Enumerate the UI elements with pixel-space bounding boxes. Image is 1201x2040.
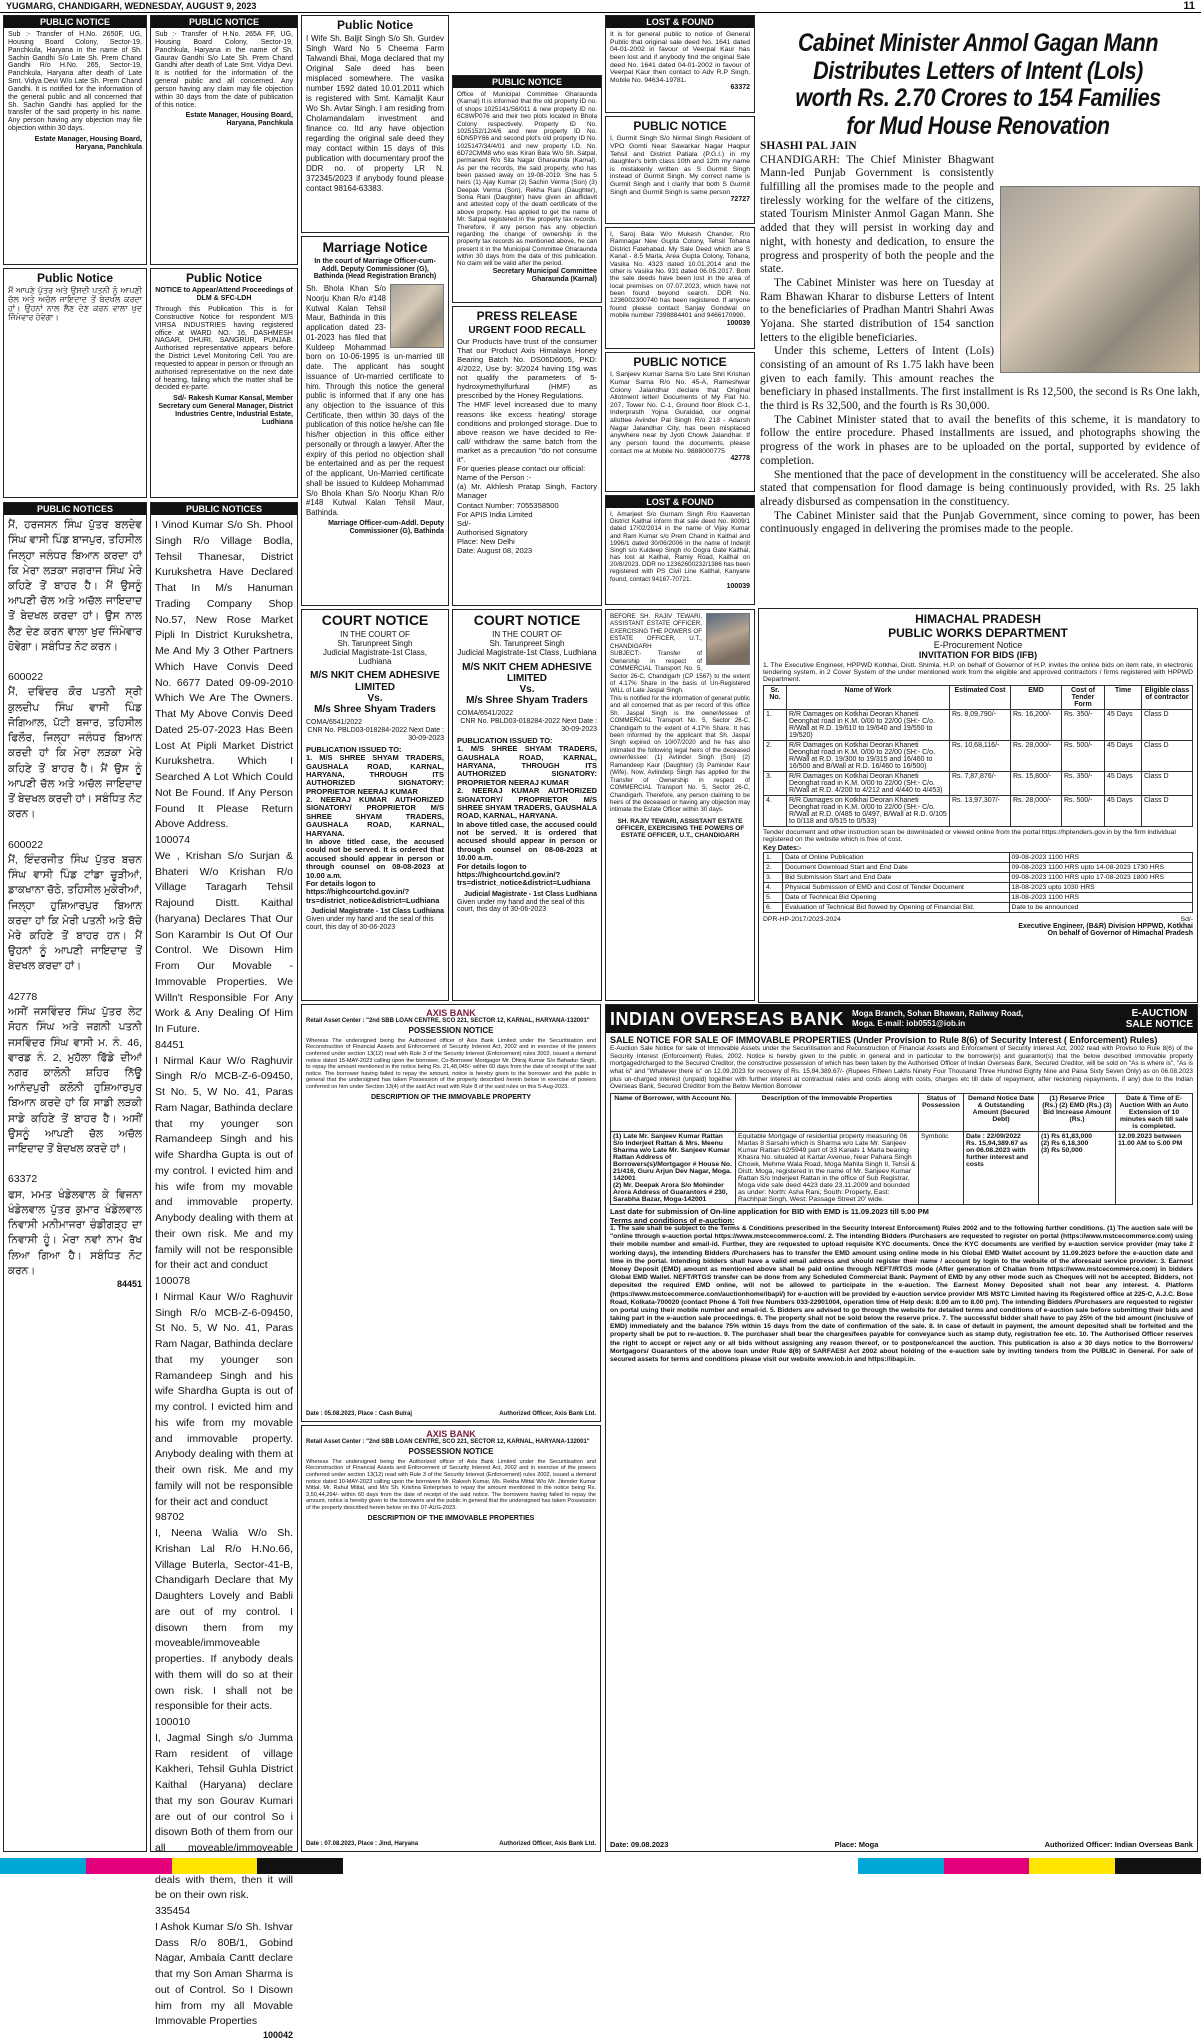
tender-signature-2: On behalf of Governor of Himachal Pradesh xyxy=(1047,930,1193,937)
notice-title: Public Notice xyxy=(336,18,413,32)
notice-signature: Marriage Officer-cum-Addl. Deputy Commissioner (G), Bathinda xyxy=(328,519,444,535)
tender-intro: 1. The Executive Engineer, HPPWD Kotkhai, Distt. Shimla, H.P. on behalf of Governor of H.P. invites the online bids on item rate, in electronic tendering system, in 2 Cover System of the under mentioned work from the eligible and approved contractors / firms registered with HPPWD Department. xyxy=(763,662,1193,683)
tender-note: Tender document and other instruction scan be downloaded or viewed online from the portal https://hptenders.gov.in by the firm individual registered on the website which is free of cost. xyxy=(763,829,1176,843)
table-cell: Rs. 13,97,307/- xyxy=(950,796,1011,827)
notice-body: ਮੈਂ ਆਪਣੇ ਪੁੱਤਰ ਅਤੇ ਉਸਦੀ ਪਤਨੀ ਨੂੰ ਆਪਣੀ ਚੱਲ ਅਤੇ ਅਚੱਲ ਜਾਇਦਾਦ ਤੋਂ ਬੇਦਖਲ ਕਰਦਾ ਹਾਂ। ਉਹਨਾਂ ਨਾਲ ਲੈਣ ਦੇਣ ਕਰਨ ਵਾਲਾ ਖੁਦ ਜਿੰਮੇਵਾਰ ਹੋਵੇਗਾ। xyxy=(8,286,145,323)
table-cell: 1. xyxy=(764,853,783,863)
desc-title: DESCRIPTION OF THE IMMOVABLE PROPERTIES xyxy=(367,1514,535,1522)
notice-title: PUBLIC NOTICE xyxy=(633,355,727,369)
col-header: Date & Time of E-Auction With an Auto Extension of 10 minutes each till sale is completed. xyxy=(1116,1094,1193,1132)
notice-date: Given under my hand and the seal of this court, this day of 30-06-2023 xyxy=(457,898,585,914)
table-row xyxy=(764,863,1193,873)
notice-title: COURT NOTICE xyxy=(473,612,581,628)
public-notice-allotment xyxy=(605,352,755,492)
table-row xyxy=(764,796,1193,827)
table-cell: Rs. 10,68,116/- xyxy=(950,741,1011,772)
notice-body: I, Amarjeet S/o Gurnam Singh R/o Kaavertan District Kaithal inform that sale deed No. 8009/1 dated 17/02/2014 in the name of Vijay Kumar and Ram Kumar s/o Prem Chand in Kaithal and 1996/1 dated 30/06/2006 in the name of Inderjit Singh s/o Kuldeep Singh r/o Dogra Gate Kaithal, has lost at Kaithal, Ramiy Road, Kaithal on 20/8/2023. DDR no 12362600232/1386 has been registered with PS Civil Line Kaithal, Kanyane found, contact 94167-70721. xyxy=(610,511,752,583)
cnr-number: CNR No. PBLD03-018284-2022 Next Date : 30-09-2023 xyxy=(460,718,597,733)
notice-body: It is for general public to notice of General Public that original sale deed No. 1641 dated 04-01-2002 in favour of Veerpal Kaur has been lost and if anybody find the original Sale deed No. 1641 dated 04-01-2002 in favour of Veerpal Kaur then contact to Adv R.P Singh, Mobile No. 94634-19781. xyxy=(610,31,752,84)
strip-gap xyxy=(343,1858,858,1874)
notice-body: I Wife Sh. Baljit Singh S/o Sh. Gurdev Singh Ward No 5 Cheema Farm Talwandi Bhai, Moga declared that my Original Sale deed has been misplaced somewhere. The vasika number 1592 dated 10.01.2011 which is registered with Smt. Kamaljit Kaur Wo Sh. Avtar Singh. I am residing from Cholamandalam investment and finance co. ltd any have objection regarding the original sale deed they may contact within 15 days of this publication with documentary proof the DDR no. of property LR N. 372345/2023 if anybody found please contact 98164-63383. xyxy=(306,34,447,194)
key-dates-title: Key Dates:- xyxy=(763,845,802,852)
notice-body: PUBLICATION ISSUED TO: 1. M/S SHREE SHYAM TRADERS, GAUSHALA ROAD, KARNAL, HARYANA, THROUGH ITS AUTHORIZED SIGNATORY: PROPRIETOR NEERAJ KUMAR 2. NEERAJ KUMAR AUTHORIZED SIGNATORY/ PROPRIETOR M/S SHREE SHYAM TRADERS, GAUSHALA ROAD, KARNAL, HARYANA. In above titled case, the accused could not be served. It is ordered that accused should appear in person or through counsel on 08-08-2023 at 10.00 a.m. For details logon to https://highcourtchd.gov.in/?trs=district_notice&district=Ludhiana xyxy=(306,744,444,905)
notice-title: COURT NOTICE xyxy=(321,612,429,628)
table-cell: Symbolic xyxy=(919,1132,964,1205)
table-cell: Rs. 16,200/- xyxy=(1011,710,1062,741)
iob-tag-1: E-AUCTION xyxy=(1131,1007,1188,1019)
notice-title: LOST & FOUND xyxy=(606,16,754,28)
notice-ref: 72727 xyxy=(730,196,750,204)
notice-body: Our Products have trust of the consumer That our Product Axis Himalaya Honey Bearing Batch No. DS06D6005, PKD: 4/2022, Use by: 3/2024 having 15g was not qualify the parameters of 5-hydroxymethylfurfural (HMF) as prescribed by the Honey Regulations. The HMF level increased due to many reasons like excess heating/ storage conditions and prolonged storage. Due to above reason we have decided to Re-call/ withdraw the same batch from the market as a precaution "do not consume it". For queries please contact our official: Name of the Person :- (a) Mr. Akhlesh Pratap Singh, Factory Manager Contact Number: 7055358500 For APIS India Limited Sd/- Authorised Signatory Place: New Delhi Date: August 08, 2023 xyxy=(457,336,597,556)
table-cell: Date of Online Publication xyxy=(783,853,1010,863)
article-para: The Cabinet Minister said that the Punjab Government, since coming to power, has been continuously engaged in delivering the promises made to the people. xyxy=(760,509,1200,536)
table-cell: Date : 22/09/2022 Rs. 15,94,389.67 as on 06.08.2023 with further interest and costs xyxy=(964,1132,1039,1205)
table-cell: R/R Damages on Kotkhai Deoran Khaneti Deonghat road in K.M. 0/00 to 22/00 (SH:- C/o. R/Wall at R.D. 19/300 to 19/315 and 16/460 to 16/500 and B/Wall at R.D. 16/460 to 16/500) xyxy=(787,741,950,772)
tender-dept: PUBLIC WORKS DEPARTMENT xyxy=(888,626,1068,640)
public-notice-punjabi-1 xyxy=(3,268,147,498)
notice-date: Date : 05.08.2023, Place : Cash Bulraj xyxy=(306,1411,413,1418)
axis-bank-logo: AXIS BANK xyxy=(426,1429,476,1439)
public-notice-name-correction xyxy=(605,116,755,224)
lost-found-1 xyxy=(605,15,755,113)
table-cell: 45 Days xyxy=(1105,741,1142,772)
notice-signature: Estate Manager, Housing Board, Haryana, Panchkula xyxy=(34,135,142,151)
table-cell: Class D xyxy=(1142,710,1193,741)
court-notice-1 xyxy=(301,609,449,1001)
table-cell: R/R Damages on Kotkhai Deoran Khaneti Deonghat road in K.M. 0/00 to 22/00 (SH:- C/o. R/Wall at R.D. 0/485 to 0/497, B/Wall at R.D. 0/105 to 0/118 and 0/515 to 0/533) xyxy=(787,796,950,827)
table-cell: Rs. 500/- xyxy=(1062,741,1105,772)
notice-signature: Sd/- Rakesh Kumar Kansal, Member Secretary cum General Manager, District Industries Centre, Industrial Estate, Ludhiana xyxy=(158,395,293,426)
lost-found-2 xyxy=(605,495,755,605)
article-byline: SHASHI PAL JAIN xyxy=(760,140,857,152)
iob-terms: 1. The sale shall be subject to the Terms & Conditions prescribed in the Security Interest Enforcement) Rules 2002 and to the following further conditions. (1) The auction sale will be "online through e-auction portal https://www.mstcecommerce.com/. 2. The intending Bidders /Purchasers are requested to register on portal (https://www.mstcecommerce.com) using their mobile number and email-id. Further, they are requested to upload requisite KYC documents. Once the KYC documents are verified by e-auction service provider (may take 2 working days), the intending Bidders /Purchasers has to transfer the EMD amount using online mode in his Global EMD Wallet account by 11.09.2023 before the e-auction date and time in the portal. Intending bidders shall have a valid email address and should register their name / account by login to the website of the aforesaid service provider. 3. Earnest Money Deposit (EMD) amount as mentioned above shall be paid online through NEFT/RTGS mode (After generation of Challan from https://www.mstcecommerce.com) in bidders Global EMD Wallet. NEFT/RTGS transfer can be done from any Scheduled Commercial Bank. Payment of EMD by any other mode such as Cheques will not be accepted. Bidders, not deposited the required EMD online, will not be allowed to participate in the e-auction. The Earnest Money Deposited shall not bear any interest. 4. Platform (https://www.mstcecommerce.com/auctionhome/ibapi/) for e-auction will be provided by e-auction service provider M/S MSTC Limited having its Registered office at 225-C, A.J.C. Bose Road, Kolkata-700020 (contact Phone & Toll free Numbers 033-22901004, operation time of Help desk: 8.00 am to 8.00 pm). The intending Bidders /Purchasers are requested to register on portal using their mobile number and email-id. 5. Bidders are advised to go through the website for detailed terms and conditions of e-auction sale before submitting their bids and taking part in the e-auction sale proceedings. 6. The property shall not be sold below the reserve price. 7. The successful bidder shall have to pay 25% of the bid amount (inclusive of EMD) immediately and the balance 75% within 15 days from the date of confirmation of the sale. 8. In case of default in payment, the amount deposited shall be forfeited and the property shall be put to re-auction. 9. The purchaser shall bear the charges/fees payable for conveyance such as stamp duty, registration fee etc. 10. The Authorised Officer reserves the right to accept or reject any or all bids without assigning any reason thereof, or to postpone/cancel the auction. This publication is also a 30 days notice to the Borrowers/ Mortgagors/ Guarantors of the above loan under Rule 8(6) of SARFAESI Act 2002 about holding of the e-auction sale by inviting tenders from the PUBLIC in General. For sale of secured assets for terms and conditions please visit our website www.iob.in and https://ibapi.in. xyxy=(610,1225,1193,1363)
table-cell: 2. xyxy=(764,863,783,873)
axis-bank-possession-notice-2 xyxy=(301,1425,601,1852)
iob-title: SALE NOTICE FOR SALE OF IMMOVABLE PROPERTIES (Under Provision to Rule 8(6) of Security Interest ( Enforcement) Rules) xyxy=(610,1035,1158,1045)
notice-title: PUBLIC NOTICE xyxy=(4,16,146,28)
tender-table xyxy=(763,685,1193,827)
table-cell: 1. xyxy=(764,710,787,741)
iob-date: Date: 09.08.2023 xyxy=(610,1840,669,1849)
cyan-swatch xyxy=(0,1858,86,1874)
table-cell: 4. xyxy=(764,883,783,893)
tender-ref: DPR-HP-2017/2023-2024 xyxy=(763,916,841,923)
table-cell: Rs. 28,000/- xyxy=(1011,796,1062,827)
notice-title: Marriage Notice xyxy=(322,239,428,255)
applicant-photo xyxy=(390,284,444,348)
article-headline: Cabinet Minister Anmol Gagan Mann Distributes Letters of Intent (LoIs) worth Rs. 2.70 Crores to 154 Families for Mud House Renovation xyxy=(795,29,1161,140)
notice-signature: Secretary Municipal Committee Gharaunda (Karnal) xyxy=(492,267,597,283)
notice-body: Sub :- Transfer of H.No. 2650F, UG, Housing Board Colony, Sector-19, Panchkula, Haryana in the name of Sh. Sachin Gandhi S/o Late Sh. Prem Chand Gandhi R/o H.No. 265, Sector-19, Panchkula, Haryana after death of Late Smt. Vidya Devi W/o Late Sh. Prem Chand Gandhi. It is notified for the information of the general public and all concerned that Sh. Sachin Gandhi has applied for the transfer of the said property in his name. Any person having any objection may file objection within 30 days. xyxy=(8,31,144,133)
table-cell: Class D xyxy=(1142,772,1193,796)
iob-last-date: Last date for submission of On-line application for BID with EMD is 11.09.2023 till 5.00 PM xyxy=(610,1207,929,1217)
col-header: EMD xyxy=(1011,686,1062,710)
table-cell: 45 Days xyxy=(1105,710,1142,741)
table-cell: Rs. 500/- xyxy=(1062,796,1105,827)
table-row xyxy=(764,873,1193,883)
table-cell: Date to be announced xyxy=(1009,903,1192,913)
iob-terms-title: Terms and conditions of e-auction: xyxy=(610,1216,735,1226)
black-swatch xyxy=(257,1858,343,1874)
table-cell: Rs. 350/- xyxy=(1062,710,1105,741)
public-notices-punjabi xyxy=(3,502,147,1852)
tender-sub1: E-Procurement Notice xyxy=(933,640,1023,650)
table-cell: Rs. 15,800/- xyxy=(1011,772,1062,796)
notice-title: POSSESSION NOTICE xyxy=(408,1446,494,1456)
iob-name: INDIAN OVERSEAS BANK xyxy=(610,1008,845,1029)
lost-sale-deed-notice xyxy=(605,227,755,349)
table-cell: Document Download Start and End Date xyxy=(783,863,1010,873)
notice-signature: Authorized Officer, Axis Bank Ltd. xyxy=(499,1841,596,1848)
table-cell: Rs. 7,87,876/- xyxy=(950,772,1011,796)
notice-body: ਮੈਂ, ਹਰਜਸਨ ਸਿੰਘ ਪੁੱਤਰ ਬਲਦੇਵ ਸਿੰਘ ਵਾਸੀ ਪਿੰਡ ਬਾਜਪੁਰ, ਤਹਿਸੀਲ ਜਿਲ੍ਹਾ ਜਲੰਧਰ ਬਿਆਨ ਕਰਦਾ ਹਾਂ ਕਿ ਮੇਰਾ ਲੜਕਾ ਜਗਰਾਜ ਸਿੰਘ ਮੇਰੇ ਕਹਿਣੇ ਤੋਂ ਬਾਹਰ ਹੈ। ਮੈਂ ਉਸਨੂੰ ਆਪਣੀ ਚੱਲ ਅਤੇ ਅਚੱਲ ਜਾਇਦਾਦ ਤੋਂ ਬੇਦਖਲ ਕਰਦਾ ਹਾਂ। ਉਸ ਨਾਲ ਲੈਣ ਦੇਣ ਕਰਨ ਵਾਲਾ ਖੁਦ ਜਿੰਮੇਵਾਰ ਹੋਵੇਗਾ। ਸਬੰਧਿਤ ਨੋਟ ਕਰਨ। 600022 ਮੈਂ, ਦਵਿੰਦਰ ਕੌਰ ਪਤਨੀ ਸ੍ਰੀ ਕੁਲਦੀਪ ਸਿੰਘ ਵਾਸੀ ਪਿੰਡ ਜੋਗਿਆਲ, ਪੱਟੀ ਬਜਾਰ, ਤਹਿਸੀਲ ਫਿਲੌਰ, ਜਿਲ੍ਹਾ ਜਲੰਧਰ ਬਿਆਨ ਕਰਦੀ ਹਾਂ ਕਿ ਮੇਰਾ ਲੜਕਾ ਮੇਰੇ ਕਹਿਣੇ ਤੋਂ ਬਾਹਰ ਹੈ। ਮੈਂ ਉਸ ਨੂੰ ਆਪਣੀ ਚੱਲ ਅਤੇ ਅਚੱਲ ਜਾਇਦਾਦ ਤੋਂ ਬੇਦਖਲ ਕਰਦੀ ਹਾਂ। ਸਬੰਧਿਤ ਨੋਟ ਕਰਨ। 600022 ਮੈਂ, ਇੰਦਰਜੀਤ ਸਿੰਘ ਪੁੱਤਰ ਬਚਨ ਸਿੰਘ ਵਾਸੀ ਪਿੰਡ ਟਾਂਡਾ ਚੂੜੀਆਂ, ਡਾਕਖਾਨਾ ਚੱਠੇ, ਤਹਿਸੀਲ ਮੁਕੇਰੀਆਂ, ਜਿਲ੍ਹਾ ਹੁਸ਼ਿਆਰਪੁਰ ਬਿਆਨ ਕਰਦਾ ਹਾਂ ਕਿ ਮੇਰੀ ਪਤਨੀ ਅਤੇ ਬੱਚੇ ਮੇਰੇ ਕਹਿਣੇ ਤੋਂ ਬਾਹਰ ਹਨ। ਮੈਂ ਉਹਨਾਂ ਨੂੰ ਆਪਣੀ ਜਾਇਦਾਦ ਤੋਂ ਬੇਦਖਲ ਕਰਦਾ ਹਾਂ। 42778 ਅਸੀਂ ਜਸਵਿੰਦਰ ਸਿੰਘ ਪੁੱਤਰ ਲੇਟ ਸੋਹਨ ਸਿੰਘ ਅਤੇ ਜਗਨੀ ਪਤਨੀ ਜਸਵਿੰਦਰ ਸਿੰਘ ਵਾਸੀ ਮ. ਨੰ. 46, ਵਾਰਡ ਨੰ. 2, ਮੁਹੱਲਾ ਫਿੱਡੇ ਦੀਆਂ ਨਗਰ ਕਾਲੋਨੀ ਸ਼ਹਿਰ ਨਿੱਊ ਆਨੰਦਪੁਰੀ ਕਲੋਨੀ ਹੁਸ਼ਿਆਰਪੁਰ ਬਿਆਨ ਕਰਦੇ ਹਾਂ ਕਿ ਸਾਡੀ ਲੜਕੀ ਸਾਡੇ ਕਹਿਣੇ ਤੋਂ ਬਾਹਰ ਹੈ। ਅਸੀਂ ਉਸਨੂੰ ਆਪਣੀ ਚੱਲ ਅਚੱਲ ਜਾਇਦਾਦ ਤੋਂ ਬੇਦਖਲ ਕਰਦੇ ਹਾਂ। 63372 ਫਸ, ਮਮਤ ਖੰਡੇਲਵਾਲ ਕੇ ਵਿਜਨਾ ਖੰਡੇਲਵਾਲ ਪੁੱਤਰ ਕੁਮਾਰ ਖੰਡੇਲਵਾਲ ਨਿਵਾਸੀ ਮਨੀਮਾਜਰਾ ਚੰਡੀਗੜ੍ਹ ਦਾ ਨਿਵਾਸੀ ਹੂੰ। ਮੇਰਾ ਨਵਾਂ ਨਾਮ ਰੱਖ ਲਿਆ ਗਿਆ ਹੈ। ਸਬੰਧਿਤ ਨੋਟ ਕਰਨ। xyxy=(8,519,142,1277)
notice-signature: Judicial Magistrate - 1st Class Ludhiana xyxy=(463,890,597,898)
article-body xyxy=(760,140,1200,600)
notice-ref: 100039 xyxy=(726,319,750,327)
notice-date: Date : 07.08.2023, Place : Jind, Haryana xyxy=(306,1841,419,1848)
notice-subtitle: NOTICE to Appear/Attend Proceedings of DLM & SFC-LDH xyxy=(155,287,293,303)
case-parties: M/S NKIT CHEM ADHESIVE LIMITED Vs. M/s Shree Shyam Traders xyxy=(310,670,440,716)
notice-subtitle: In the court of Marriage Officer-cum-Addl. Deputy Commissioner (G), Bathinda (Head Registration Branch) xyxy=(313,257,437,281)
tender-signature: Executive Engineer, (B&R) Division HPPWD, Kotkhai xyxy=(1018,923,1193,930)
cnr-number: CNR No. PBLD03-018284-2022 Next Date : 30-09-2023 xyxy=(307,727,444,742)
table-cell: 3. xyxy=(764,772,787,796)
yellow-swatch xyxy=(1029,1858,1115,1874)
table-cell: Rs. 8,09,790/- xyxy=(950,710,1011,741)
table-row xyxy=(611,1132,1193,1205)
article-para: Under this scheme, Letters of Intent (LoIs) consisting of an amount of Rs 1.75 lakh have been given to each family. This amount reaches the beneficiary in phased installments. The first installment is Rs 12,500, the second is Rs One lakh, the third is Rs 32,500, and the fourth is Rs 30,000. xyxy=(760,345,1200,413)
table-cell: Rs. 350/- xyxy=(1062,772,1105,796)
public-notice-dlm xyxy=(150,268,298,498)
table-cell: (1) Rs 61,83,000 (2) Rs 6,18,300 (3) Rs 50,000 xyxy=(1039,1132,1116,1205)
table-cell: 09-08-2023 1100 HRS xyxy=(1009,853,1192,863)
notice-body: I, Sanjeev Kumar Sarna S/o Late Shri Krishan Kumar Sarna R/o No. 45-A, Rameshwar Colony Jalandhar declare that Original Allotment letter/ Documents of My Flat No. 207, Tower No. C-1, Ground floor Block C-1, Inderprasth Yojna Guraldad, our original allottee Avinder Pal Singh R/o 218 - Adarsh Nagar Jalandhar City, has been misplaced anywhere near by Jyoti Chowk Jalandhar. If any person found the documents, please contact me at Mobile No. 9888000775 xyxy=(610,371,752,455)
article-para: The Cabinet Minister stated that to avail the benefits of this scheme, it is mandatory to follow the entire procedure. Phased installments are issued, and photographs showing the progress of the work in phases are to be uploaded on the portal, supported by evidence of completion. xyxy=(760,413,1200,467)
deceased-photo xyxy=(706,613,750,665)
notice-ref: 100039 xyxy=(726,582,750,590)
notice-ref: 42778 xyxy=(730,455,750,463)
court-name: IN THE COURT OF Sh. Tarunpreet Singh Judicial Magistrate-1st Class, Ludhiana xyxy=(322,629,428,666)
public-notice-sale-deed xyxy=(301,15,449,233)
public-notice-housing-2 xyxy=(150,15,298,265)
notice-body: Whereas The undersigned being the Authorized officer of Axis Bank Limited under the Securitisation and Reconstruction of Financial Assets and Enforcement of Security Interest Act, 2002 and in exercise of the powers conferred under section 13(12) read with Rule 3 of the Security Interest (Enforcement) rules 2002, issued a demand notice dated 15-MAY-2023 calling upon the borrower, Co-Borrower Mortgagor Mr. Dhiraj Kumar S/o Bahadur Singh, to repay the amount mentioned in the notice being Rs. 21,48,045/- within 60 days from the date of receipt of the said notice. The borrower having failed to repay the amount, notice is hereby given to the borrower and the public in general that the undersigned has taken Possession of the property described herein below in exercise of powers conferred on him under Section 13(4) of the said Act read with Rule 8 of the said rules on this 5-Aug-2023. xyxy=(306,1037,598,1090)
iob-branch: Moga Branch, Sohan Bhawan, Railway Road, Moga. E-mail: iob0551@iob.in xyxy=(852,1009,1024,1028)
public-notice-housing-1 xyxy=(3,15,147,265)
notice-signature: Estate Manager, Housing Board, Haryana, Panchkula xyxy=(185,112,293,128)
axis-bank-logo: AXIS BANK xyxy=(426,1008,476,1018)
marriage-notice xyxy=(301,236,449,606)
tender-state: HIMACHAL PRADESH xyxy=(915,612,1041,626)
table-cell: Class D xyxy=(1142,796,1193,827)
notice-title: PUBLIC NOTICE xyxy=(151,16,297,28)
notice-title: LOST & FOUND xyxy=(606,496,754,508)
table-cell: 45 Days xyxy=(1105,796,1142,827)
yellow-swatch xyxy=(172,1858,258,1874)
table-cell: 12.09.2023 between 11.00 AM to 5.00 PM xyxy=(1116,1132,1193,1205)
table-cell: Rs. 28,000/- xyxy=(1011,741,1062,772)
article-para: She mentioned that the pace of development in the constituency will be accelerated. She also stated that compensation for flood damage is being continuously provided, with Rs. 25 lakh already disbursed as compensation in the constituency. xyxy=(760,468,1200,508)
col-header: Demand Notice Date & Outstanding Amount (Secured Debt) xyxy=(964,1094,1039,1132)
notice-signature: Authorized Officer, Axis Bank Ltd. xyxy=(499,1411,596,1418)
axis-bank-possession-notice-1 xyxy=(301,1004,601,1422)
notice-ref: 63372 xyxy=(730,84,750,92)
notice-title: POSSESSION NOTICE xyxy=(408,1025,494,1035)
col-header: Time xyxy=(1105,686,1142,710)
table-cell: 2. xyxy=(764,741,787,772)
magenta-swatch xyxy=(86,1858,172,1874)
iob-tag-2: SALE NOTICE xyxy=(1125,1019,1193,1030)
table-cell: 5. xyxy=(764,893,783,903)
press-release xyxy=(452,306,602,606)
notice-title: PUBLIC NOTICES xyxy=(151,503,297,515)
table-cell: Equitable Mortgage of residential property measuring 06 Marlas 8 Sarsahi which is Sharma w/o Late Mr. Sanjeev Kumar Rattan 62/5949 part of 33 Kanals 1 Marla bearing Khasra No. situated at Kartar Avenue, Near Pahara Singh Chowk, Mehme Wala Road, Moga Mahila Singh II, Tehsil & Distt. Moga, registered in the name of Mr. Sanjeev Kumar Rattan S/o Inderjeet Rattan in the office of Sub Registrar, Moga vide sale deed 4423 date 23.11.2009 and bounded as under: North: Asha Rani, South: Property, East: Rachhpal Singh, West: Passage Street 20' wide. xyxy=(736,1132,919,1205)
notice-subtitle: URGENT FOOD RECALL xyxy=(468,325,586,337)
axis-head: Retail Asset Center : "2nd SBB LOAN CENTRE, SCO 221, SECTOR 12, KARNAL, HARYANA-132001" xyxy=(306,1439,590,1446)
hppwd-tender-notice xyxy=(758,608,1198,1003)
public-notices-english xyxy=(150,502,298,2040)
table-row xyxy=(764,883,1193,893)
notice-title: PUBLIC NOTICES xyxy=(4,503,146,515)
table-cell: R/R Damages on Kotkhai Deoran Khaneti Deonghat road in K.M. 0/00 to 22/00 (SH:- C/o. R/Wall at R.D. 4/200 to 4/212 and 4/440 to 4/453) xyxy=(787,772,950,796)
notice-ref: 100042 xyxy=(262,2030,293,2040)
iob-place: Place: Moga xyxy=(834,1840,879,1849)
dateline: YUGMARG, CHANDIGARH, WEDNESDAY, AUGUST 9, 2023 xyxy=(6,1,257,11)
court-name: IN THE COURT OF Sh. Tarunpreet Singh Judicial Magistrate-1st Class, Ludhiana xyxy=(457,629,597,657)
col-header: Status of Possession xyxy=(919,1094,964,1132)
table-cell: 09-08-2023 1100 HRS upto 17-08-2023 1800 HRS xyxy=(1009,873,1192,883)
notice-signature: Judicial Magistrate - 1st Class Ludhiana xyxy=(310,908,444,916)
col-header: Name of Work xyxy=(787,686,950,710)
case-parties: M/S NKIT CHEM ADHESIVE LIMITED Vs. M/s Shree Shyam Traders xyxy=(462,661,592,707)
axis-head: Retail Asset Center : "2nd SBB LOAN CENTRE, SCO 221, SECTOR 12, KARNAL, HARYANA-132001" xyxy=(306,1018,590,1025)
black-swatch xyxy=(1115,1858,1201,1874)
table-cell: Date of Technical Bid Opening xyxy=(783,893,1010,903)
iob-intro: E-Auction Sale Notice for sale of Immovable Assets under the Securitisation and Reconstruction of Financial Assets and Enforcement of Security Interest Act, 2002 read with Proviso to Rule 8(6) of the Security Interest (Enforcement) Rules, 2002. Notice is hereby given to the public in general and in particular to the borrower(s) and guarantor(s) that the below described immovable property mortgaged/charged to the Secured Creditor, the constructive possession of which has been taken by the Authorised Officer of Indian Overseas Bank, Secured Creditor, will be sold on "As is where is", "As is what is" and "Whatever there is" on 12.09.2023 for recovery of Rs. 15,94,389.67/- (Rupees Fifteen Lakhs Ninety Four Thousand Three Hundred Eighty Nine and Paisa Sixty Seven Only) as on 06.08.2023 plus un-charged interest (unpaid) together with further interest at contractual rates and costs along with costs, charges etc till date of repayment, after reckoning repayments, if any) due to the Indian Overseas Bank, Secured Creditor from the Below Mention Borrower xyxy=(610,1045,1193,1091)
iob-header xyxy=(606,1005,1197,1033)
tender-sub2: INVITATION FOR BIDS (IFB) xyxy=(918,650,1038,660)
table-cell: 45 Days xyxy=(1105,772,1142,796)
table-cell: Class D xyxy=(1142,741,1193,772)
notice-body: Sh. Bhola Khan S/o Noorju Khan R/o #148 Kutwal Kalan Tehsil Maur, Bathinda in this application dated 23-01-2023 has filed that Kuldeep Mohammad born on 10-06-1995 is un-married till date. The applicant has sought issuance of Un-married certificate to him. Through this notice the general public is informed that if any one has any objection to the issuance of this Certificate, then within 30 days of the publication of this notice he/she can file his/her objection in this office either personally or through a lawyer. After the expiry of this period no objection shall be entertained and as per the request of the applicant, Un-Married certificate shall be issued to Kuldeep Mohammad S/o Bhola Khan S/o Noorju Khan R/o #148 Kutwal Kalan Tehsil Maur, Bathinda. xyxy=(306,284,447,518)
notice-body: Whereas The undersigned being the Authorized officer of Axis Bank Limited under the Securitisation and Reconstruction of Financial Assets and Enforcement of Security Interest Act, 2002 and in exercise of the powers conferred under section 13(12) read with Rule 3 of the Security Interest (Enforcement) rules 2002, issued a demand notice dated 10-MAY-2023 calling upon the borrowers Mr. Rakesh Kumar, Ms. Rekha Mittal W/o Mr. Jitender Kumar Mittal, Mr. Rahul Mittal, and M/s Sh. Krishna Enterprises to repay the amount mentioned in the notice being Rs. 3,50,44,294/- within 60 days from the date of receipt of the said notice. The borrowers having failed to repay the amount, notice is hereby given to the borrowers and the public in general that the undersigned has taken Possession of the property described herein below on this 07-AUG-2023. xyxy=(306,1458,598,1511)
table-cell: 09-08-2023 1100 HRS upto 14-08-2023 1730 HRS xyxy=(1009,863,1192,873)
notice-body: Office of Municipal Committee Gharaunda (Karnal) It is informed that the old property ID no. of shops 1025141/S6/011 & new property ID no. 6C8WP076 and their two plots located in Bhola Colony respectively. Property ID No. 1025152/12/4/6 and new property ID No. 6DN5PY66 and second plot's old property ID No. 1025147/34/4/01 and new property I.D. No. 6D72CMM8 who was Kiran Bala W/o Sh. Satpal, permanent R/o Sita Nagar Gharaunda (Karnal). As per the records, the said property, who has been passed away on 19-08-2019. She has 5 heirs (1) Ajay Kumar (2) Sachin Verma (Son) (3) Deepak Verma (Son), Rekha Rani (Daughter), Sonia Rani (Daughter) have given an affidavit and attested copy of the death certificate of the above property. Has applied to get the name of Mr. Satpal registered in the property tax records. Therefore, if any person has any objection regarding the change of ownership in the property tax records as mentioned above, he can present it in the Municipal Committee Gharaunda within 30 days from the date of this publication. No claim will be valid after the period. xyxy=(457,91,599,268)
col-header: Sr. No. xyxy=(764,686,787,710)
table-row xyxy=(764,741,1193,772)
notice-signature: SH. RAJIV TEWARI, ASSISTANT ESTATE OFFICER, EXERCISING THE POWERS OF ESTATE OFFICER, U.T., CHANDIGARH xyxy=(615,817,745,840)
case-number: COMA/6541/2022 xyxy=(306,719,363,727)
table-cell: 18-08-2023 upto 1030 HRS xyxy=(1009,883,1192,893)
col-header: Name of Borrower, with Account No. xyxy=(611,1094,736,1132)
notice-body: Sub :- Transfer of H.No. 265A FF, UG, Housing Board Colony, Sector-19, Panchkula, Haryana in the name of Sh. Gaurav Gandhi S/o Late Sh. Prem Chand Gandhi after death of Late Smt. Vidya Devi. It is notified for the information of the general public and all concerned. Any person having any claim may file objection within 30 days from the date of publication of this notice. xyxy=(155,31,295,109)
notice-body: I Vinod Kumar S/o Sh. Phool Singh R/o Village Bodla, Tehsil Thanesar, District Kurukshetra Have Declared That In M/s Hanuman Trading Company Shop No.57, New Rose Market Pipli In District Kurukshetra, Me And My 3 Other Partners Which Have Convis Deed No. 6677 Dated 09-09-2010 Which We Are The Owners. That My Above Convis Deed Dated 25-07-2023 Has Been Lost At Pipli Market District Kurukshetra. Which I Searched A Lot Which Could Not Be Found. If Any Person Found It Please Return Above Address. 100074 We , Krishan S/o Surjan & Bhateri W/o Krishan R/o Village Taragarh Tehsil Rajound Distt. Kaithal (haryana) Declares That Our Son Karambir Is Out Of Our Control. We Disown Him From Our Movable - Immovable Properties. We Willn't Responsible For Any Work & Any Dealing Of Him In Future. 84451 I Nirmal Kaur W/o Raghuvir Singh R/o MCB-Z-6-09450, St No. 5, W No. 41, Paras Ram Nagar, Bathinda declare that my younger son Ramandeep Singh and his wife Shardha Gupta is out of my control. I evicted him and his wife from my movable and immovable property. Anybody dealing with them at their own risk. Me and my family will not be responsible for their act and conduct 100078 I Nirmal Kaur W/o Raghuvir Singh R/o MCB-Z-6-09450, St No. 5, W No. 41, Paras Ram Nagar, Bathinda declare that my younger son Ramandeep Singh and his wife Shardha Gupta is out of my control. I evicted him and his wife from my movable and immovable property. Anybody dealing with them at their own risk. Me and my family will not be responsible for their act and conduct 98702 I, Neena Walia W/o Sh. Krishan Lal R/o H.No.66, Village Buterla, Sector-41-B, Chandigarh Declare that My Daughters Lovely and Babli are out of my control. I disown them from my moveable/immoveable properties. If anybody deals with them will do so at their own risk. I shall not be responsible for their acts. 100010 I, Jagmal Singh s/o Jumma Ram resident of village Kakheri, Tehsil Guhla District Kaithal (Haryana) declare that my son Gourav Kumari are out of our control So i disown Both of them from our all moveable/immoveable deals with them, then it will be on their own risk. 335454 I Ashok Kumar S/o Sh. Ishvar Dass R/o 80B/1, Gobind Nagar, Ambala Cantt declare that my Son Aman Sharma is out of Control. So I Disown him from my all Movable Immovable Properties xyxy=(155,519,293,2028)
table-row xyxy=(764,853,1193,863)
iob-table xyxy=(610,1093,1193,1205)
case-number: COMA/6541/2022 xyxy=(457,710,514,718)
notice-body: BEFORE SH. RAJIV TEWARI, ASSISTANT ESTATE OFFICER, EXERCISING THE POWERS OF ESTATE OFFICER, U.T., CHANDIGARH SUBJECT:- Transfer of Ownership in respect of COMMERCIAL Transport No. 5, Sector 26-C, Chandigarh (CP 1567) to the extent of 4.17% Share in the basis of Un-Registered WILL of Late Jaspal Singh. This is notified for the information of general public and all concerned that as per record of this office Sh. Jaspal Singh is the owner/lessee of COMMERCIAL Transport No. 5, Sector 26-C, Chandigarh to the extent of 4.17% Share. It has been informed by the applicant that Sh. Jaspal Singh expired on 10/07/2020 and he has also intimated the following legal heirs of the deceased owner/lessee: (1) Avtinder Singh (Son) (2) Ramandeep Kaur (Daughter) (3) Paminder Kaur (Wife). Now, Avtinderp Singh has applied for the Transfer of Ownership in respect of COMMERCIAL Transport No. 5, Sector 26-C, Chandigarh. Therefore, any person claiming to be heirs of the deceased or having any objection may intimate the Estate Officer within 30 days. xyxy=(610,613,750,814)
magenta-swatch xyxy=(944,1858,1030,1874)
table-row xyxy=(764,893,1193,903)
table-row xyxy=(764,772,1193,796)
notice-title: Public Notice xyxy=(185,271,262,285)
article-para: The Cabinet Minister was here on Tuesday at Ram Bhawan Kharar to disburse Letters of Intent to the beneficiaries of Pradhan Mantri Shahri Awas Yojana. She started distribution of 154 sanction letters to the eligible beneficiaries. xyxy=(760,276,994,344)
iob-tag xyxy=(1126,1008,1193,1031)
notice-title: Public Notice xyxy=(36,271,113,285)
article-photo xyxy=(1000,186,1200,373)
notice-body: I, Saroj Bala W/o Mukesh Chander, R/o Ramnagar New Gupta Colony, Tehsil Tohana District Fatehabad. My Sale Deed which are S Kanal - 8.5 Marla, Area Gupta Colony, Tohana, Vasika No. 4323 dated 10.01.2014 and the other is Vasika No. 931 dated 06.05.2017. Both the sale deeds have been lost in the area of local premises on 07.07.2023, which have not been found beyond search. DDR No. 1236002300740 has been registered. If anyone found please contact Sanjay Gondwal on mobile number 7398884401 and 9466170990. xyxy=(610,231,752,320)
table-cell: 3. xyxy=(764,873,783,883)
notice-body: PUBLICATION ISSUED TO: 1. M/S SHREE SHYAM TRADERS, GAUSHALA ROAD, KARNAL, HARYANA, THROUGH ITS AUTHORIZED SIGNATORY: PROPRIETOR NEERAJ KUMAR 2. NEERAJ KUMAR AUTHORIZED SIGNATORY/ PROPRIETOR M/S SHREE SHYAM TRADERS, GAUSHALA ROAD, KARNAL, HARYANA. In above titled case, the accused could not be served. It is ordered that accused should appear in person or through counsel on 08-08-2023 at 10.00 a.m. For details logon to https://highcourtchd.gov.in/?trs=district_notice&district=Ludhiana xyxy=(457,735,597,888)
notice-date: Given under my hand and the seal of this court, this day of 30-06-2023 xyxy=(306,915,434,931)
table-cell: 4. xyxy=(764,796,787,827)
table-row xyxy=(764,710,1193,741)
notice-title: PRESS RELEASE xyxy=(476,309,578,323)
desc-title: DESCRIPTION OF THE IMMOVABLE PROPERTY xyxy=(370,1093,532,1101)
public-notice-municipal xyxy=(452,75,602,303)
col-header: Cost of Tender Form xyxy=(1062,686,1105,710)
table-cell: Bid Submission Start and End Date xyxy=(783,873,1010,883)
table-cell: R/R Damages on Kotkhai Deoran Khaneti Deonghat road in K.M. 0/00 to 22/00 (SH:- C/o. R/Wall at R.D. 19/610 to 19/640 and 19/550 to 19/520) xyxy=(787,710,950,741)
notice-title: PUBLIC NOTICE xyxy=(633,119,727,133)
iob-eauction-notice xyxy=(605,1004,1198,1852)
col-header: (1) Reserve Price (Rs.) (2) EMD (Rs.) (3) Bid Increase Amount (Rs.) xyxy=(1039,1094,1116,1132)
key-dates-table xyxy=(763,852,1193,913)
notice-body: Through this Publication This is for Constructive Notice for respondent M/S VIRSA INDUSTRIES having registered office at WARD NO. 16, DASHMESH NAGAR, DHURI, SANGRUR, PUNJAB. Authorised representative appears before the District Level Monitoring Cell. You are requested to appear in person or through an authorised representative on the next date of hearing, failing which the matter shall be decided ex-parte. xyxy=(155,306,295,392)
notice-ref: 84451 xyxy=(116,1279,142,1290)
iob-signature: Authorized Officer: Indian Overseas Bank xyxy=(1044,1840,1193,1849)
col-header: Estimated Cost xyxy=(950,686,1011,710)
col-header: Eligible class of contractor xyxy=(1142,686,1193,710)
estate-officer-notice xyxy=(605,609,755,1001)
table-cell: 18-08-2023 1100 HRS xyxy=(1009,893,1192,903)
notice-body: I, Gurmit Singh S/o Nirmal Singh Resident of VPO Gomti Near Sawarkar Nagar Haqpur Tehsil and District Patiala (P.G.I.) in my daughter's birth class 10th and 12th my name is mistakenly written as S Gurmit Singh instead of Gurmit Singh. My correct name is Gurmit Singh and I clarify that both S Gurmit Singh and Gurmit Singh is same person xyxy=(610,135,752,196)
col-header: Description of the Immovable Properties xyxy=(736,1094,919,1132)
cyan-swatch xyxy=(858,1858,944,1874)
table-cell: 6. xyxy=(764,903,783,913)
table-cell: Evaluation of Technical Bid flowed by Opening of Financial Bid. xyxy=(783,903,1010,913)
print-color-strip xyxy=(0,1858,1201,1874)
table-cell: (1) Late Mr. Sanjeev Kumar Rattan S/o Inderjeet Rattan & Mrs. Meenu Sharma w/o Late Mr. Sanjeev Kumar Rattan Address of Borrowers(s)/Mortgagor # House No. 21/416, Guru Arjun Dev Nagar, Moga. 142001 (2) Mr. Deepak Arora S/o Mohinder Arora Address of Guarantors # 230, Sarabha Bazar, Moga-142001 xyxy=(611,1132,736,1205)
header-rule xyxy=(0,12,1201,13)
article-para: CHANDIGARH: The Chief Minister Bhagwant Mann-led Punjab Government is consistently fulfilling all the promises made to the people and tirelessly working for the welfare of the citizens, stated Tourism Minister Anmol Gagan Mann. She added that they will persist in working day and night, with honesty and dedication, to ensure the progress and prosperity of both the people and the state. xyxy=(760,153,994,276)
notice-title: PUBLIC NOTICE xyxy=(453,76,601,88)
table-cell: Physical Submission of EMD and Cost of Tender Document xyxy=(783,883,1010,893)
court-notice-2 xyxy=(452,609,602,1001)
tender-sd: Sd/- xyxy=(1180,916,1193,923)
table-row xyxy=(764,903,1193,913)
page-number: 11 xyxy=(1183,0,1195,12)
